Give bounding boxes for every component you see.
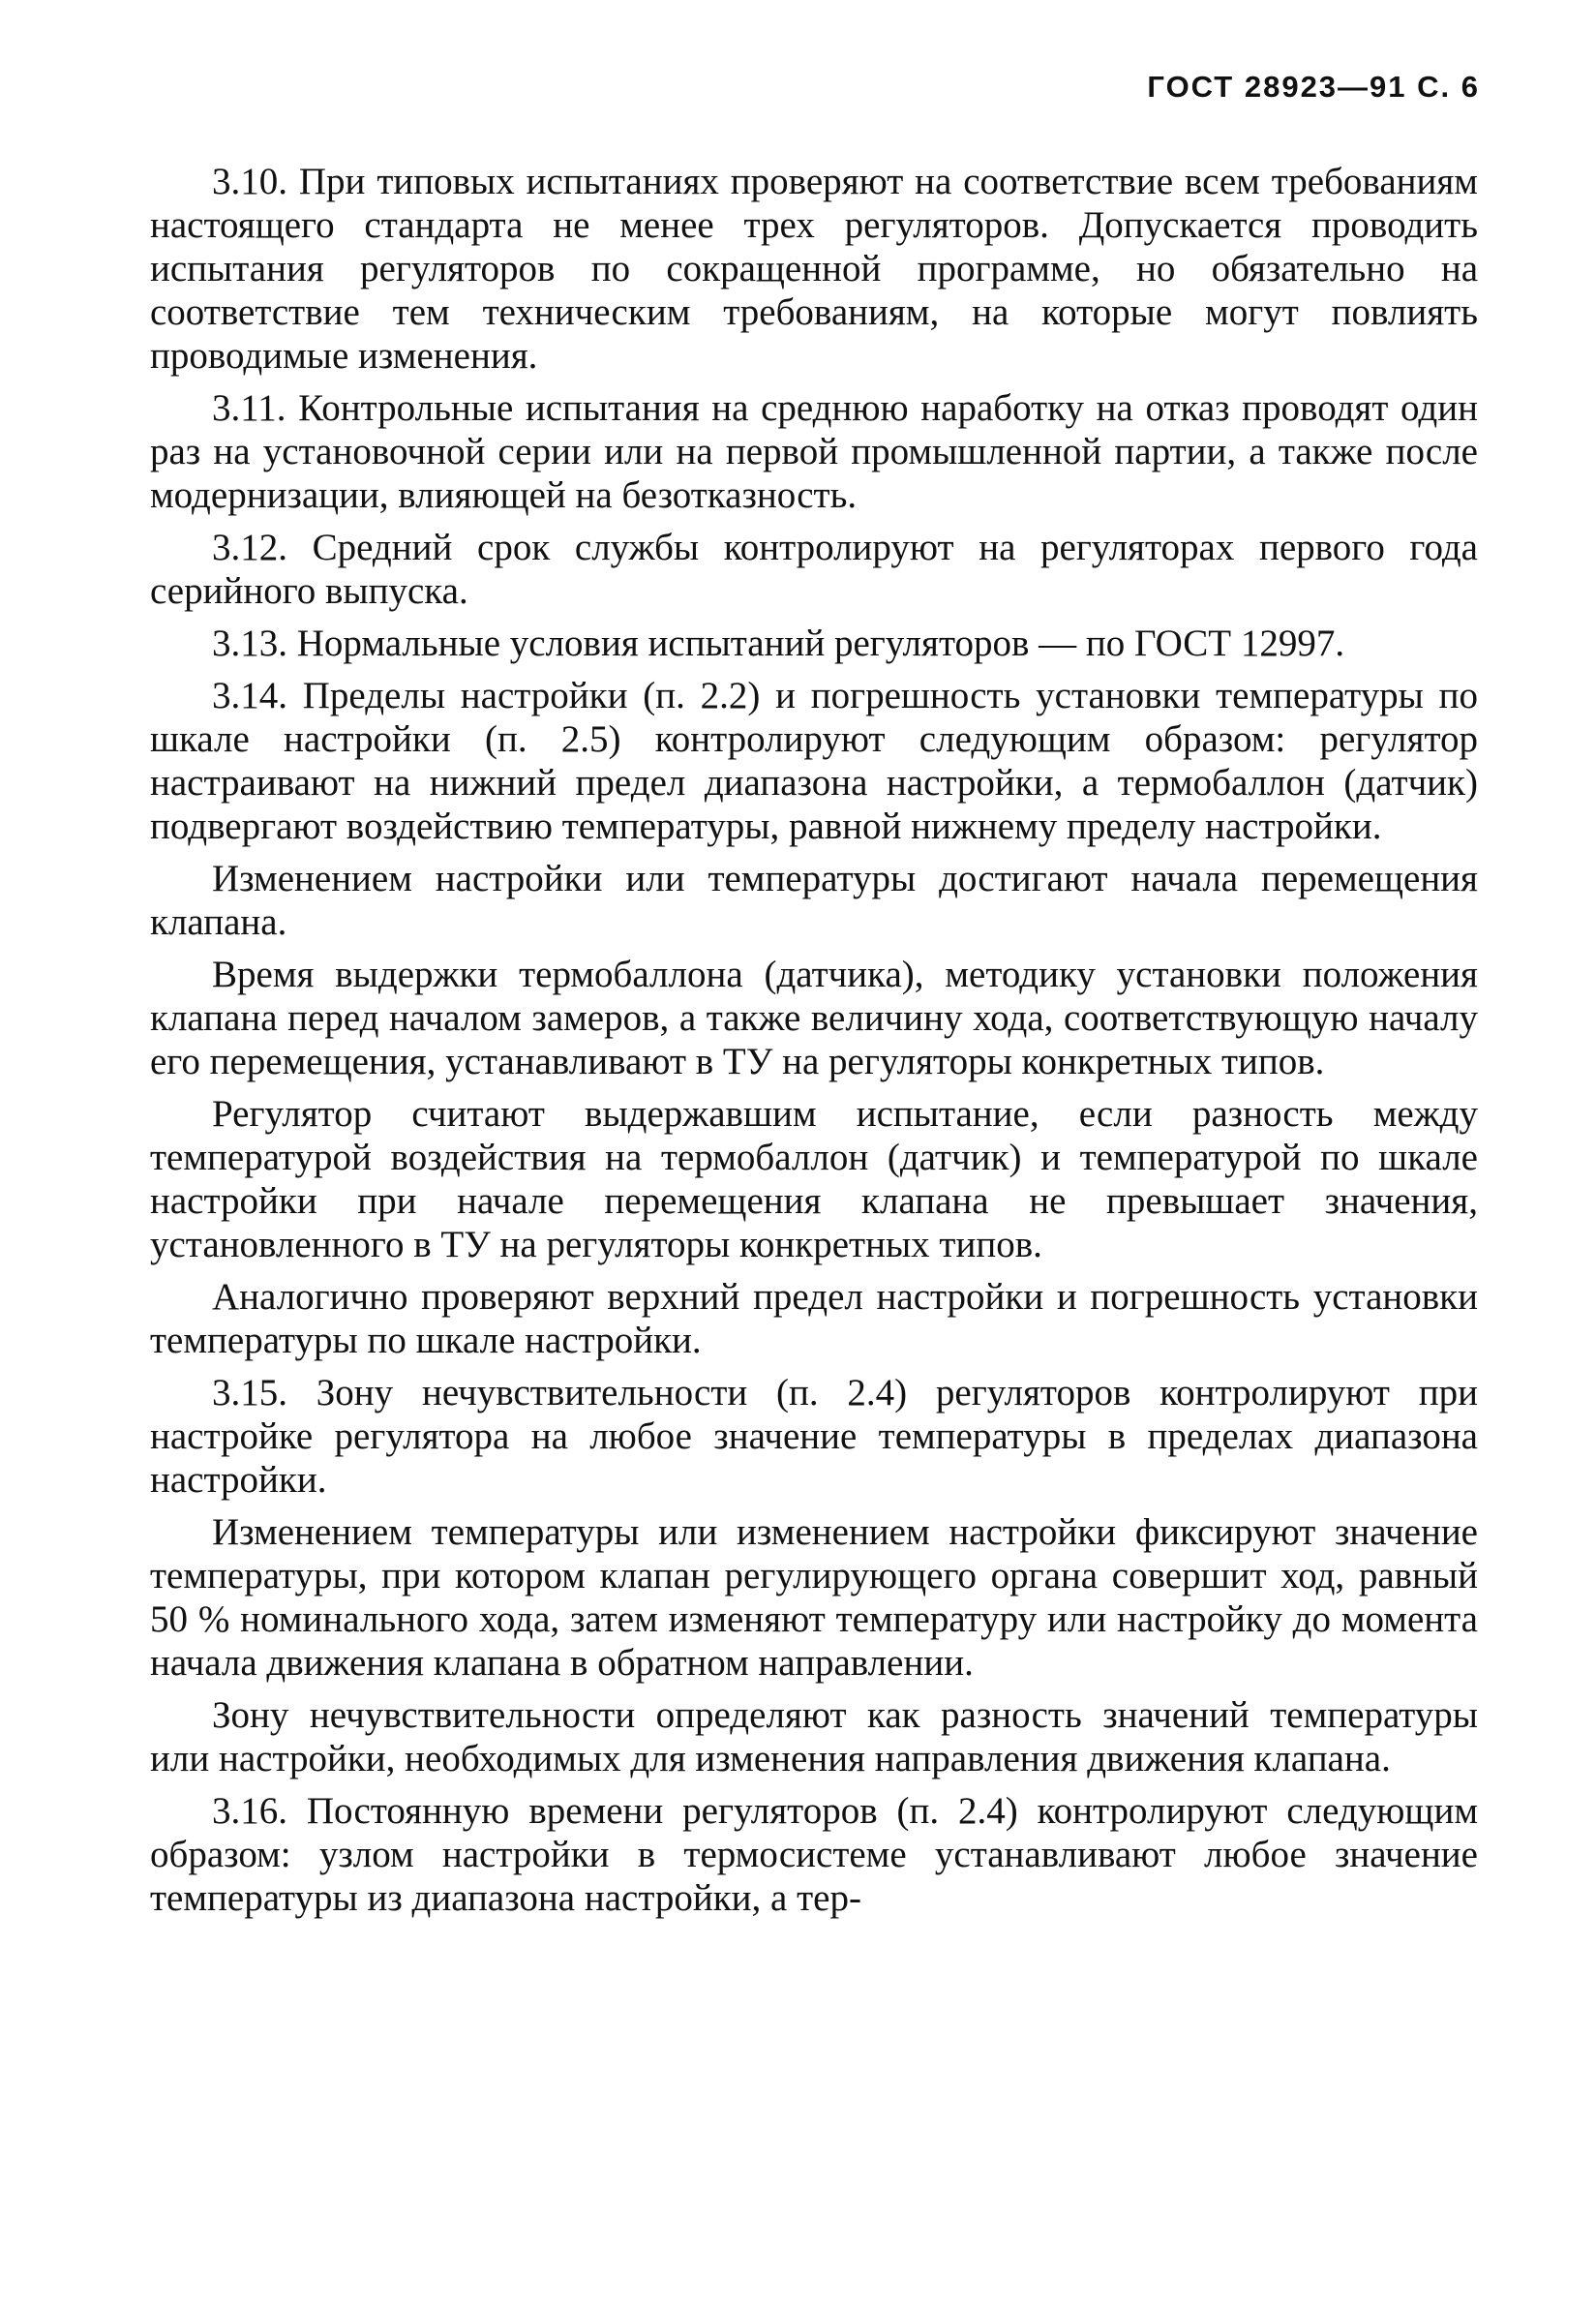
- paragraph-3-14: 3.14. Пределы настройки (п. 2.2) и погрешность установки температуры по шкале настройки (п. 2.5) контролируют следующим образом: регулятор настраивают на нижний предел диапазона настройки, а термобаллон (датчик) подвергают воздействию температуры, равной нижнему пределу настройки.: [150, 675, 1478, 847]
- paragraph-3-11: 3.11. Контрольные испытания на среднюю наработку на отказ проводят один раз на установочной серии или на первой промышленной партии, а также после модернизации, влияющей на безотказность.: [150, 387, 1478, 516]
- paragraph: Аналогично проверяют верхний предел настройки и погрешность установки температуры по шкале настройки.: [150, 1276, 1478, 1361]
- paragraph-3-15: 3.15. Зону нечувствительности (п. 2.4) регуляторов контролируют при настройке регулятора на любое значение температуры в пределах диапазона настройки.: [150, 1372, 1478, 1501]
- paragraph: Время выдержки термобаллона (датчика), методику установки положения клапана перед началом замеров, а также величину хода, соответствующую началу его перемещения, устанавливают в ТУ на регуляторы конкретных типов.: [150, 954, 1478, 1082]
- paragraph-3-12: 3.12. Средний срок службы контролируют на регуляторах первого года серийного выпуска.: [150, 527, 1478, 612]
- paragraph-3-10: 3.10. При типовых испытаниях проверяют на соответствие всем требованиям настоящего стандарта не менее трех регуляторов. Допускается проводить испытания регуляторов по сокращенной программе, но обязательно на соответствие тем техническим требованиям, на которые могут повлиять проводимые изменения.: [150, 161, 1478, 377]
- paragraph-3-16: 3.16. Постоянную времени регуляторов (п. 2.4) контролируют следующим образом: узлом настройки в термосистеме устанавливают любое значение температуры из диапазона настройки, а тер-: [150, 1790, 1478, 1919]
- paragraph: Изменением настройки или температуры достигают начала перемещения клапана.: [150, 858, 1478, 943]
- document-body: [150, 160, 1478, 1929]
- paragraph: Зону нечувствительности определяют как разность значений температуры или настройки, необходимых для изменения направления движения клапана.: [150, 1694, 1478, 1779]
- paragraph: Регулятор считают выдержавшим испытание, если разность между температурой воздействия на термобаллон (датчик) и температурой по шкале настройки при начале перемещения клапана не превышает значения, установленного в ТУ на регуляторы конкретных типов.: [150, 1093, 1478, 1265]
- paragraph: Изменением температуры или изменением настройки фиксируют значение температуры, при котором клапан регулирующего органа совершит ход, равный 50 % номинального хода, затем изменяют температуру или настройку до момента начала движения клапана в обратном направлении.: [150, 1511, 1478, 1684]
- running-header: ГОСТ 28923—91 С. 6: [1147, 70, 1480, 104]
- paragraph-3-13: 3.13. Нормальные условия испытаний регуляторов — по ГОСТ 12997.: [212, 623, 1345, 664]
